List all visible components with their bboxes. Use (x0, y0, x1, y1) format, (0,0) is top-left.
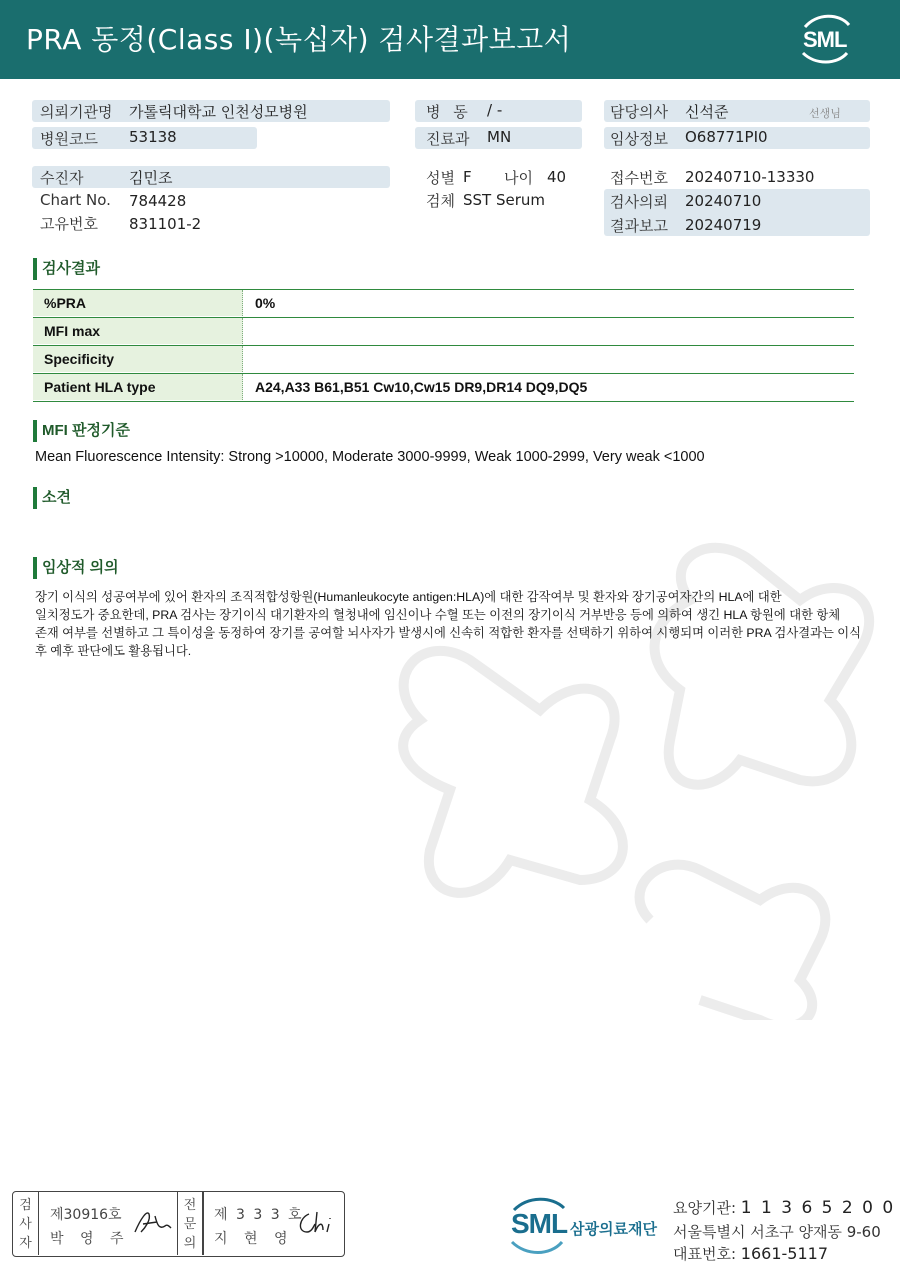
id-no-value: 831101-2 (129, 215, 202, 233)
clinical-text (35, 588, 865, 660)
institution-label: 의뢰기관명 (40, 103, 113, 121)
specimen-label: 검체 (426, 192, 455, 210)
opinion-heading: 소견 (33, 487, 71, 509)
care-number (673, 1197, 895, 1218)
age-label: 나이 (504, 169, 533, 187)
clinical-line: 존재 여부를 선별하고 그 특이성을 동정하여 장기를 공여할 뇌사자가 발생시에 신속히 적합한 환자를 선택하기 위하여 시행되며 이러한 PRA 검사결과는 이식 (35, 626, 862, 640)
specimen-value: SST Serum (463, 191, 546, 209)
table-row (33, 290, 854, 318)
doctor-value: 신석준 (685, 103, 729, 121)
signature-stamp (12, 1191, 345, 1257)
receipt-label: 접수번호 (610, 169, 668, 187)
doctor-label: 담당의사 (610, 103, 668, 121)
tester-label: 검 사 자 (13, 1192, 39, 1255)
stamp-divider (203, 1192, 204, 1255)
tester-name: 박 영 주 (50, 1231, 130, 1247)
phone-number (673, 1243, 828, 1264)
clinical-info-label: 임상정보 (610, 130, 668, 148)
receipt-value: 20240710-13330 (685, 168, 815, 186)
report-header (0, 0, 900, 79)
clinical-line: 후 예후 판단에도 활용됩니다. (35, 644, 192, 658)
request-date-label: 검사의뢰 (610, 193, 668, 211)
table-row (33, 346, 854, 374)
chart-no-value: 784428 (129, 192, 187, 210)
report-date-value: 20240719 (685, 216, 762, 234)
specialist-license: 제 3 3 3 호 (214, 1207, 304, 1223)
specialist-signature (295, 1208, 339, 1238)
patient-row-bg (32, 166, 390, 188)
chart-no-label: Chart No. (40, 191, 111, 209)
dept-value: MN (487, 128, 512, 146)
tester-signature (131, 1208, 175, 1238)
ward-label: 병 동 (426, 103, 472, 121)
ward-value: / - (487, 101, 503, 119)
sex-label: 성별 (426, 169, 455, 187)
patient-value: 김민조 (129, 169, 173, 187)
result-label: %PRA (33, 290, 243, 316)
age-value: 40 (547, 168, 567, 186)
report-title: PRA 동정(Class I)(녹십자) 검사결과보고서 (26, 23, 572, 56)
org-address: 서울특별시 서초구 양재동 9-60 (673, 1223, 881, 1241)
footer-logo-text: SML (511, 1208, 568, 1239)
specialist-label: 전 문 의 (177, 1192, 203, 1255)
table-row (33, 374, 854, 402)
clinical-heading: 임상적 의의 (33, 557, 119, 579)
clinical-info-value: O68771PI0 (685, 128, 768, 146)
patient-label: 수진자 (40, 169, 84, 187)
footer-org-name: 삼광의료재단 (570, 1220, 657, 1238)
hospital-code-value: 53138 (129, 128, 177, 146)
id-no-label: 고유번호 (40, 215, 98, 233)
report-date-label: 결과보고 (610, 217, 668, 235)
result-value: 0% (255, 295, 276, 311)
clinical-line: 장기 이식의 성공여부에 있어 환자의 조직적합성항원(Humanleukocyte antigen:HLA)에 대한 감작여부 및 환자와 장기공여자간의 HLA에 대한 (35, 590, 782, 604)
care-number-label: 요양기관: (673, 1199, 737, 1217)
results-table (33, 289, 854, 402)
phone-label: 대표번호: (673, 1245, 737, 1263)
mfi-heading: MFI 판정기준 (33, 420, 130, 442)
sml-logo (797, 13, 855, 65)
sex-value: F (463, 168, 472, 186)
phone-value: 1661-5117 (740, 1244, 829, 1263)
mfi-criteria-text: Mean Fluorescence Intensity: Strong >10000, Moderate 3000-9999, Weak 1000-2999, Very weak <1000 (35, 449, 705, 465)
footer-org-logo (508, 1196, 668, 1256)
hospital-code-label: 병원코드 (40, 130, 98, 148)
clinical-line: 일치정도가 중요한데, PRA 검사는 장기이식 대기환자의 혈청내에 임신이나 수혈 또는 이전의 장기이식 거부반응 등에 의하여 생긴 HLA 항원에 대한 항체 (35, 608, 841, 622)
doctor-suffix: 선생님 (809, 107, 841, 120)
result-label: Specificity (33, 346, 243, 372)
table-row (33, 318, 854, 346)
result-label: Patient HLA type (33, 374, 243, 400)
results-heading: 검사결과 (33, 258, 100, 280)
logo-text: SML (803, 27, 847, 52)
specialist-name: 지 현 영 (214, 1231, 294, 1247)
tester-license: 제30916호 (50, 1207, 122, 1223)
care-number-value: 1 1 3 6 5 2 0 0 (740, 1198, 896, 1218)
institution-value: 가톨릭대학교 인천성모병원 (129, 103, 308, 121)
result-value: A24,A33 B61,B51 Cw10,Cw15 DR9,DR14 DQ9,DQ5 (255, 379, 588, 395)
dept-label: 진료과 (426, 130, 470, 148)
result-label: MFI max (33, 318, 243, 344)
request-date-value: 20240710 (685, 192, 762, 210)
